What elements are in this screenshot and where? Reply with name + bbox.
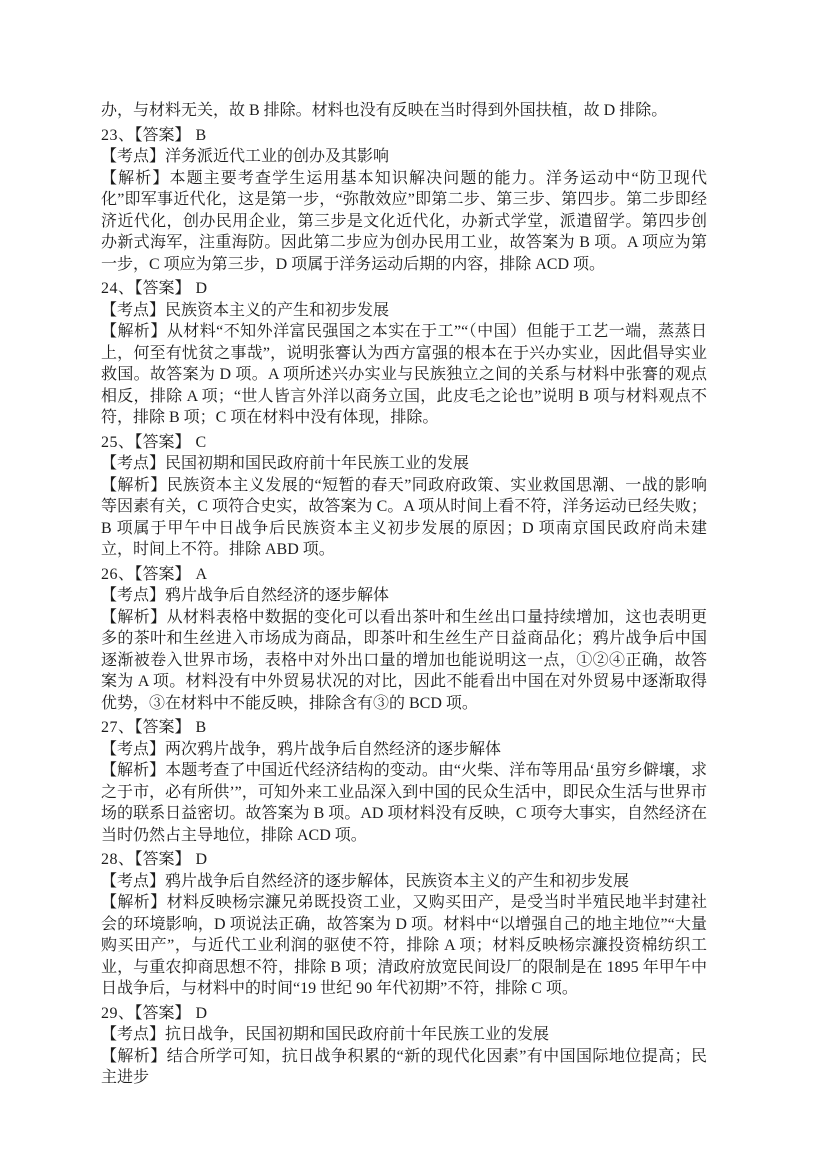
point-text: 鸦片战争后自然经济的逐步解体，民族资本主义的产生和初步发展	[165, 872, 630, 890]
analysis-label: 【解析】	[101, 476, 167, 494]
point-label: 【考点】	[101, 740, 166, 758]
question-number: 24、	[101, 280, 135, 297]
question-number: 23、	[101, 126, 135, 144]
answer-line	[101, 564, 707, 586]
point-line	[101, 1024, 707, 1046]
point-text: 鸦片战争后自然经济的逐步解体	[165, 587, 390, 604]
analysis-text: 从材料“不知外洋富民强国之本实在于工”“（中国）但能于工艺一端，蒸蒸日上，何至有忧贫之事哉”，说明张謇认为西方富强的根本在于兴办实业，因此倡导实业救国。故答案为 D 项。A 项所述兴办实业与民族独立之间的关系与材料中张謇的观点相反，排除 A 项；“世人皆言外洋以商务立国，此皮毛之论也”说明 B 项与材料观点不符，排除 B 项；C 项在材料中没有体现，排除。	[101, 323, 707, 426]
question-number: 28、	[101, 851, 135, 868]
point-text: 洋务派近代工业的创办及其影响	[165, 148, 390, 165]
question-block-26	[101, 564, 707, 715]
answer-value: A	[195, 565, 208, 583]
question-block-28	[101, 849, 707, 1000]
analysis-label: 【解析】	[101, 894, 167, 911]
question-block-23	[101, 125, 707, 276]
answer-value: B	[195, 719, 207, 736]
analysis-paragraph	[101, 607, 707, 715]
question-number: 26、	[101, 565, 135, 583]
point-label: 【考点】	[101, 1026, 166, 1043]
answer-line	[101, 717, 707, 739]
analysis-text: 从材料表格中数据的变化可以看出茶叶和生丝出口量持续增加，这也表明更多的茶叶和生丝进入市场成为商品，即茶叶和生丝生产日益商品化；鸦片战争后中国逐渐被卷入世界市场，表格中对外出口量的增加也能说明这一点，①②④正确，故答案为 A 项。材料没有中外贸易状况的对比，因此不能看出中国在对外贸易中逐渐取得优势，③在材料中不能反映，排除含有③的 BCD 项。	[101, 608, 707, 712]
analysis-paragraph	[101, 1046, 707, 1089]
question-block-29	[101, 1003, 707, 1089]
analysis-paragraph	[101, 760, 707, 846]
point-label: 【考点】	[101, 455, 166, 472]
question-block-24	[101, 278, 707, 429]
point-line	[101, 739, 707, 761]
analysis-paragraph	[101, 475, 707, 561]
answer-line	[101, 125, 707, 147]
analysis-text: 本题考查了中国近代经济结构的变动。由“火柴、洋布等用品‘虽穷乡僻壤，求之于市，必有所供’”，可知外来工业品深入到中国的民众生活中，即民众生活与世界市场的联系日益密切。故答案为 B 项。AD 项材料没有反映，C 项夸大事实，自然经济在当时仍然占主导地位，排除 ACD 项。	[101, 762, 707, 844]
analysis-text: 结合所学可知，抗日战争积累的“新的现代化因素”有中国国际地位提高；民主进步	[101, 1047, 707, 1086]
point-label: 【考点】	[101, 872, 166, 890]
answer-label: 【答案】	[134, 719, 191, 736]
point-text: 抗日战争，民国初期和国民政府前十年民族工业的发展	[165, 1026, 550, 1043]
answer-value: C	[195, 433, 207, 451]
point-line	[101, 585, 707, 607]
document-page	[101, 100, 707, 1089]
answer-line	[101, 1003, 707, 1025]
answer-label: 【答案】	[134, 280, 191, 297]
analysis-label: 【解析】	[101, 323, 167, 340]
point-line	[101, 300, 707, 322]
point-label: 【考点】	[101, 587, 166, 604]
analysis-text: 本题主要考查学生运用基本知识解决问题的能力。洋务运动中“防卫现代化”即军事近代化，这是第一步，“弥散效应”即第二步、第三步、第四步。第二步即经济近代化，创办民用企业，第三步是文化近代化，办新式学堂，派遣留学。第四步创办新式海军，注重海防。因此第二步应为创办民用工业，故答案为 B 项。A 项应为第一步，C 项应为第三步，D 项属于洋务运动后期的内容，排除 ACD 项。	[101, 169, 707, 273]
point-line	[101, 146, 707, 168]
analysis-label: 【解析】	[101, 762, 166, 779]
answer-label: 【答案】	[134, 433, 191, 451]
point-label: 【考点】	[101, 301, 166, 319]
question-number: 27、	[101, 719, 135, 736]
analysis-paragraph	[101, 168, 707, 276]
answer-line	[101, 849, 707, 871]
continuation-paragraph: 办，与材料无关，故 B 排除。材料也没有反映在当时得到外国扶植，故 D 排除。	[101, 102, 668, 119]
answer-value: D	[195, 280, 208, 297]
point-line	[101, 453, 707, 475]
analysis-paragraph	[101, 321, 707, 429]
analysis-text: 民族资本主义发展的“短暂的春天”同政府政策、实业救国思潮、一战的影响等因素有关，C 项符合史实，故答案为 C。A 项从时间上看不符，洋务运动已经失败；B 项属于甲午中日战争后民族资本主义初步发展的原因；D 项南京国民政府尚未建立，时间上不符。排除 ABD 项。	[101, 476, 707, 558]
answer-line	[101, 432, 707, 454]
question-block-25	[101, 432, 707, 561]
question-number: 29、	[101, 1004, 135, 1022]
question-block-27	[101, 717, 707, 846]
point-line	[101, 871, 707, 893]
point-label: 【考点】	[101, 148, 166, 165]
answer-line	[101, 278, 707, 300]
answer-value: B	[195, 126, 207, 144]
point-text: 两次鸦片战争，鸦片战争后自然经济的逐步解体	[165, 740, 502, 758]
analysis-label: 【解析】	[101, 169, 170, 187]
answer-label: 【答案】	[134, 1004, 191, 1022]
answer-label: 【答案】	[134, 565, 191, 583]
analysis-text: 材料反映杨宗濂兄弟既投资工业，又购买田产，是受当时半殖民地半封建社会的环境影响，D 项说法正确，故答案为 D 项。材料中“以增强自己的地主地位”“大量购买田产”，与近代工业利润的驱使不符，排除 A 项；材料反映杨宗濂投资棉纺织工业，与重农抑商思想不符，排除 B 项；清政府放宽民间设厂的限制是在 1895 年甲午中日战争后，与材料中的时间“19 世纪 90 年代初期”不符，排除 C 项。	[101, 894, 707, 997]
answer-label: 【答案】	[134, 851, 191, 868]
analysis-label: 【解析】	[101, 1047, 167, 1065]
analysis-label: 【解析】	[101, 608, 167, 626]
answer-value: D	[195, 1004, 208, 1022]
analysis-paragraph	[101, 892, 707, 1000]
point-text: 民国初期和国民政府前十年民族工业的发展	[165, 455, 470, 472]
question-number: 25、	[101, 433, 135, 451]
answer-value: D	[195, 851, 208, 868]
answer-label: 【答案】	[134, 126, 191, 144]
point-text: 民族资本主义的产生和初步发展	[165, 301, 390, 319]
